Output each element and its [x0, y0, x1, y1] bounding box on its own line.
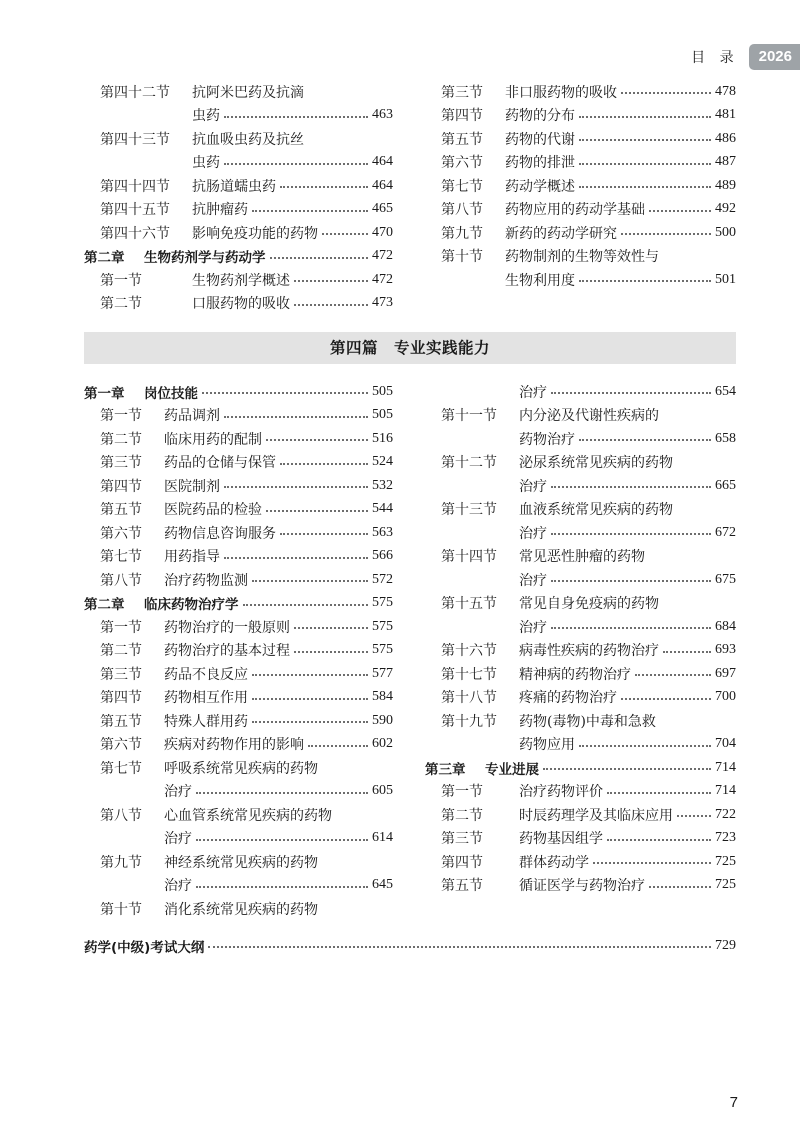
leader-dots: [551, 627, 711, 629]
leader-dots: [252, 674, 368, 676]
entry-page: 566: [372, 548, 393, 563]
entry-label: 第七节: [441, 178, 483, 195]
entry-page: 487: [715, 154, 736, 169]
entry-label: 第二章: [84, 250, 125, 266]
entry-title: 特殊人群用药: [164, 713, 248, 730]
toc-entry[interactable]: [100, 104, 393, 127]
leader-dots: [579, 116, 711, 118]
entry-page: 658: [715, 430, 736, 446]
toc-entry[interactable]: [100, 221, 393, 244]
toc-entry-chapter[interactable]: [425, 756, 736, 779]
leader-dots: [551, 392, 711, 394]
entry-label: 第五节: [441, 878, 483, 894]
entry-title: 药物信息咨询服务: [164, 525, 276, 542]
entry-page: 575: [372, 595, 393, 610]
entry-title: 治疗: [164, 784, 192, 800]
entry-label: 第二节: [100, 296, 142, 312]
entry-page: 575: [372, 642, 393, 657]
toc-entry[interactable]: [100, 639, 393, 662]
leader-dots: [224, 486, 368, 488]
entry-label: 第六节: [100, 737, 142, 753]
leader-dots: [551, 486, 711, 488]
entry-title: 医院制剂: [164, 478, 220, 495]
leader-dots: [280, 533, 368, 535]
entry-label: 第三章: [425, 761, 466, 778]
entry-title: 治疗: [164, 878, 192, 894]
entry-page: 563: [372, 524, 393, 540]
entry-label: 第二节: [441, 807, 483, 824]
leader-dots: [252, 721, 368, 723]
leader-dots: [208, 946, 711, 948]
toc-entry[interactable]: [441, 615, 736, 638]
entry-title: 血液系统常见疾病的药物: [519, 502, 673, 518]
entry-title: 药物基因组学: [519, 831, 603, 847]
entry-label: 第一章: [84, 385, 125, 402]
entry-page: 697: [715, 665, 736, 681]
entry-title: 生物药剂学与药动学: [144, 250, 266, 266]
entry-page: 672: [715, 524, 736, 540]
header-title: 目 录: [691, 50, 739, 66]
leader-dots: [579, 280, 711, 282]
toc-entry-chapter[interactable]: [84, 592, 393, 615]
entry-title: 常见恶性肿瘤的药物: [519, 549, 645, 565]
leader-dots: [551, 580, 711, 582]
toc-entry[interactable]: [441, 686, 736, 709]
leader-dots: [294, 304, 368, 306]
entry-label: 第一节: [441, 784, 483, 800]
toc-entry[interactable]: [100, 498, 393, 521]
toc-entry[interactable]: [441, 827, 736, 850]
toc-entry[interactable]: [441, 268, 736, 291]
entry-title: 时辰药理学及其临床应用: [519, 807, 673, 824]
leader-dots: [579, 439, 711, 441]
leader-dots: [579, 163, 711, 165]
toc-entry[interactable]: [100, 292, 393, 315]
entry-title: 专业进展: [485, 761, 539, 778]
entry-title: 虫药: [192, 108, 220, 124]
toc-entry[interactable]: [100, 780, 393, 803]
year-badge: 2026: [749, 44, 800, 70]
entry-label: 第十三节: [441, 502, 497, 518]
entry-label: 第四十四节: [100, 178, 170, 195]
toc-entry[interactable]: [100, 897, 393, 920]
entry-label: 第四十五节: [100, 202, 170, 218]
entry-label: 第三节: [100, 666, 142, 683]
leader-dots: [607, 839, 711, 841]
entry-page: 693: [715, 642, 736, 657]
entry-page: 665: [715, 477, 736, 493]
entry-title: 医院药品的检验: [164, 502, 262, 518]
entry-page: 473: [372, 295, 393, 310]
entry-page: 478: [715, 83, 736, 99]
entry-page: 472: [372, 248, 393, 263]
toc-entry[interactable]: [100, 127, 393, 150]
entry-label: 第二章: [84, 597, 125, 613]
entry-title: 内分泌及代谢性疾病的: [519, 408, 659, 424]
toc-entry[interactable]: [100, 686, 393, 709]
toc-entry[interactable]: [100, 268, 393, 291]
leader-dots: [196, 839, 368, 841]
entry-label: 第九节: [100, 854, 142, 871]
entry-label: 第十七节: [441, 666, 497, 683]
entry-page: 584: [372, 689, 393, 704]
toc-entry[interactable]: [441, 498, 736, 521]
entry-title: 药物的代谢: [505, 131, 575, 148]
toc-entry[interactable]: [441, 521, 736, 544]
entry-label: 第八节: [100, 807, 142, 824]
entry-page: 602: [372, 736, 393, 751]
entry-title: 药物治疗的基本过程: [164, 643, 290, 659]
entry-page: 500: [715, 224, 736, 240]
entry-label: 第四节: [100, 690, 142, 706]
toc-entry[interactable]: [100, 850, 393, 873]
entry-label: 第八节: [441, 202, 483, 218]
entry-page: 501: [715, 271, 736, 287]
entry-page: 486: [715, 130, 736, 146]
leader-dots: [294, 280, 368, 282]
toc-entry[interactable]: [441, 639, 736, 662]
entry-title: 药物相互作用: [164, 690, 248, 706]
entry-label: 第一节: [100, 619, 142, 636]
entry-title: 治疗药物监测: [164, 572, 248, 589]
leader-dots: [280, 463, 368, 465]
entry-page: 505: [372, 407, 393, 422]
entry-label: 第三节: [441, 84, 483, 101]
toc-entry[interactable]: [100, 756, 393, 779]
entry-label: 第十九节: [441, 713, 497, 730]
entry-label: 第十四节: [441, 549, 497, 565]
entry-label: 第八节: [100, 572, 142, 589]
entry-title: 临床药物治疗学: [144, 597, 239, 613]
entry-label: 第四十六节: [100, 225, 170, 242]
toc-entry[interactable]: [100, 615, 393, 638]
entry-title: 消化系统常见疾病的药物: [164, 901, 318, 918]
leader-dots: [308, 745, 368, 747]
leader-dots: [294, 651, 368, 653]
entry-label: 第五节: [100, 713, 142, 730]
entry-title: 药物治疗的一般原则: [164, 619, 290, 636]
entry-title: 药动学概述: [505, 178, 575, 195]
entry-page: 722: [715, 806, 736, 822]
entry-title: 治疗: [519, 478, 547, 495]
toc-entry[interactable]: [100, 427, 393, 450]
entry-title: 病毒性疾病的药物治疗: [519, 643, 659, 659]
leader-dots: [635, 674, 711, 676]
toc-entry[interactable]: [441, 803, 736, 826]
entry-title: 抗血吸虫药及抗丝: [192, 131, 304, 148]
entry-page: 723: [715, 830, 736, 845]
entry-page: 714: [715, 783, 736, 798]
leader-dots: [243, 604, 369, 606]
entry-label: 第三节: [441, 831, 483, 847]
entry-title: 治疗: [164, 831, 192, 847]
leader-dots: [252, 698, 368, 700]
entry-label: 第九节: [441, 225, 483, 242]
toc-entry[interactable]: [100, 404, 393, 427]
entry-label: 第十五节: [441, 596, 497, 612]
toc-entry[interactable]: [441, 127, 736, 150]
entry-page: 463: [372, 107, 393, 122]
entry-title: 药学(中级)考试大纲: [84, 939, 205, 956]
entry-page: 524: [372, 454, 393, 469]
entry-label: 第十八节: [441, 690, 497, 706]
entry-label: 第四十三节: [100, 131, 170, 148]
entry-title: 群体药动学: [519, 854, 589, 871]
entry-title: 治疗: [519, 619, 547, 636]
leader-dots: [224, 416, 368, 418]
leader-dots: [224, 557, 368, 559]
leader-dots: [593, 862, 711, 864]
entry-label: 第六节: [441, 155, 483, 171]
leader-dots: [270, 257, 369, 259]
leader-dots: [621, 698, 711, 700]
entry-page: 464: [372, 154, 393, 169]
toc-entry[interactable]: [441, 874, 736, 897]
entry-title: 循证医学与药物治疗: [519, 878, 645, 894]
leader-dots: [224, 116, 368, 118]
entry-label: 第三节: [100, 455, 142, 471]
toc-entry[interactable]: [441, 380, 736, 403]
toc-entry[interactable]: [441, 404, 736, 427]
entry-page: 481: [715, 107, 736, 122]
toc-entry[interactable]: [100, 709, 393, 732]
leader-dots: [607, 792, 711, 794]
entry-title: 药品调剂: [164, 408, 220, 424]
toc-entry[interactable]: [100, 474, 393, 497]
entry-page: 729: [715, 937, 736, 953]
toc-entry[interactable]: [441, 662, 736, 685]
entry-page: 577: [372, 665, 393, 681]
leader-dots: [677, 815, 711, 817]
running-header: [691, 44, 800, 70]
entry-title: 治疗: [519, 572, 547, 589]
entry-title: 新药的药动学研究: [505, 225, 617, 242]
toc-entry[interactable]: [100, 874, 393, 897]
entry-label: 第十一节: [441, 408, 497, 424]
toc-entry[interactable]: [100, 827, 393, 850]
leader-dots: [196, 792, 368, 794]
entry-title: 精神病的药物治疗: [519, 666, 631, 683]
entry-page: 575: [372, 618, 393, 634]
toc-entry[interactable]: [100, 80, 393, 103]
leader-dots: [649, 210, 711, 212]
leader-dots: [202, 392, 368, 394]
part-heading-band: [84, 332, 736, 364]
entry-label: 第十二节: [441, 455, 497, 471]
entry-page: 684: [715, 618, 736, 634]
entry-label: 第二节: [100, 431, 142, 448]
entry-title: 神经系统常见疾病的药物: [164, 854, 318, 871]
entry-title: 疼痛的药物治疗: [519, 690, 617, 706]
toc-entry[interactable]: [441, 733, 736, 756]
entry-label: 第五节: [100, 502, 142, 518]
entry-label: 第十六节: [441, 643, 497, 659]
leader-dots: [579, 139, 711, 141]
leader-dots: [266, 439, 368, 441]
leader-dots: [663, 651, 711, 653]
entry-title: 治疗: [519, 384, 547, 401]
entry-page: 464: [372, 177, 393, 193]
entry-label: 第一节: [100, 272, 142, 289]
entry-title: 生物利用度: [505, 272, 575, 289]
entry-title: 药物制剂的生物等效性与: [505, 249, 659, 265]
entry-page: 614: [372, 830, 393, 845]
entry-page: 489: [715, 177, 736, 193]
leader-dots: [294, 627, 368, 629]
entry-page: 465: [372, 201, 393, 216]
toc-entry[interactable]: [441, 198, 736, 221]
entry-title: 口服药物的吸收: [192, 296, 290, 312]
entry-page: 590: [372, 712, 393, 728]
toc-entry[interactable]: [100, 545, 393, 568]
entry-title: 治疗: [519, 525, 547, 542]
entry-title: 岗位技能: [144, 385, 198, 402]
entry-label: 第四十二节: [100, 84, 170, 101]
entry-page: 505: [372, 383, 393, 399]
toc-entry[interactable]: [441, 104, 736, 127]
part-title: 第四篇 专业实践能力: [329, 339, 490, 357]
leader-dots: [266, 510, 368, 512]
entry-label: 第二节: [100, 643, 142, 659]
entry-title: 生物药剂学概述: [192, 272, 290, 289]
toc-entry[interactable]: [100, 174, 393, 197]
entry-title: 影响免疫功能的药物: [192, 225, 318, 242]
entry-title: 用药指导: [164, 549, 220, 565]
toc-entry[interactable]: [441, 427, 736, 450]
leader-dots: [551, 533, 711, 535]
toc-entry[interactable]: [441, 545, 736, 568]
leader-dots: [252, 580, 368, 582]
entry-title: 药物应用: [519, 737, 575, 753]
leader-dots: [579, 745, 711, 747]
entry-page: 654: [715, 383, 736, 399]
leader-dots: [543, 768, 711, 770]
entry-label: 第十节: [100, 901, 142, 918]
toc-entry[interactable]: [441, 850, 736, 873]
entry-label: 第五节: [441, 131, 483, 148]
toc-entry[interactable]: [100, 568, 393, 591]
entry-label: 第四节: [441, 108, 483, 124]
toc-entry[interactable]: [100, 521, 393, 544]
toc-entry[interactable]: [441, 568, 736, 591]
entry-page: 532: [372, 477, 393, 493]
entry-title: 药物(毒物)中毒和急救: [519, 713, 656, 730]
toc-entry[interactable]: [441, 174, 736, 197]
entry-title: 呼吸系统常见疾病的药物: [164, 760, 318, 777]
toc-entry[interactable]: [100, 733, 393, 756]
entry-label: 第一节: [100, 408, 142, 424]
entry-title: 药物的分布: [505, 108, 575, 124]
entry-title: 非口服药物的吸收: [505, 84, 617, 101]
leader-dots: [621, 233, 711, 235]
entry-page: 704: [715, 736, 736, 751]
entry-title: 临床用药的配制: [164, 431, 262, 448]
leader-dots: [252, 210, 368, 212]
toc-entry[interactable]: [441, 80, 736, 103]
entry-title: 常见自身免疫病的药物: [519, 596, 659, 612]
entry-title: 治疗药物评价: [519, 784, 603, 800]
toc-entry-chapter[interactable]: [84, 245, 393, 268]
entry-title: 泌尿系统常见疾病的药物: [519, 455, 673, 471]
toc-entry[interactable]: [100, 198, 393, 221]
entry-page: 470: [372, 224, 393, 240]
entry-page: 645: [372, 877, 393, 892]
entry-page: 572: [372, 571, 393, 587]
entry-page: 700: [715, 689, 736, 704]
toc-entry[interactable]: [441, 474, 736, 497]
entry-page: 675: [715, 571, 736, 587]
toc-entry[interactable]: [441, 592, 736, 615]
entry-page: 714: [715, 759, 736, 775]
entry-page: 544: [372, 501, 393, 516]
entry-page: 605: [372, 783, 393, 798]
toc-entry-outline[interactable]: [84, 934, 736, 957]
toc-entry[interactable]: [100, 451, 393, 474]
entry-page: 472: [372, 271, 393, 287]
leader-dots: [280, 186, 368, 188]
toc-entry[interactable]: [441, 221, 736, 244]
entry-label: 第六节: [100, 525, 142, 542]
leader-dots: [621, 92, 711, 94]
entry-title: 抗阿米巴药及抗滴: [192, 84, 304, 101]
leader-dots: [196, 886, 368, 888]
entry-page: 725: [715, 853, 736, 869]
entry-title: 药物治疗: [519, 431, 575, 448]
entry-page: 516: [372, 430, 393, 446]
toc-entry-chapter[interactable]: [84, 380, 393, 403]
toc-entry[interactable]: [100, 662, 393, 685]
leader-dots: [649, 886, 711, 888]
entry-title: 药物的排泄: [505, 155, 575, 171]
entry-page: 492: [715, 201, 736, 216]
entry-label: 第七节: [100, 760, 142, 777]
toc-entry[interactable]: [441, 780, 736, 803]
entry-title: 疾病对药物作用的影响: [164, 737, 304, 753]
entry-title: 抗肿瘤药: [192, 202, 248, 218]
leader-dots: [224, 163, 368, 165]
entry-title: 抗肠道蠕虫药: [192, 178, 276, 195]
entry-label: 第十节: [441, 249, 483, 265]
toc-entry[interactable]: [441, 151, 736, 174]
page-number: 7: [729, 1094, 738, 1111]
toc-entry[interactable]: [441, 709, 736, 732]
toc-entry[interactable]: [100, 151, 393, 174]
leader-dots: [322, 233, 368, 235]
entry-label: 第四节: [100, 478, 142, 495]
entry-title: 药品不良反应: [164, 666, 248, 683]
toc-entry[interactable]: [441, 451, 736, 474]
entry-label: 第七节: [100, 549, 142, 565]
entry-label: 第四节: [441, 854, 483, 871]
toc-entry[interactable]: [441, 245, 736, 268]
leader-dots: [579, 186, 711, 188]
entry-title: 心血管系统常见疾病的药物: [164, 807, 332, 824]
entry-title: 药物应用的药动学基础: [505, 202, 645, 218]
toc-entry[interactable]: [100, 803, 393, 826]
entry-title: 虫药: [192, 155, 220, 171]
entry-page: 725: [715, 877, 736, 892]
entry-title: 药品的仓储与保管: [164, 455, 276, 471]
